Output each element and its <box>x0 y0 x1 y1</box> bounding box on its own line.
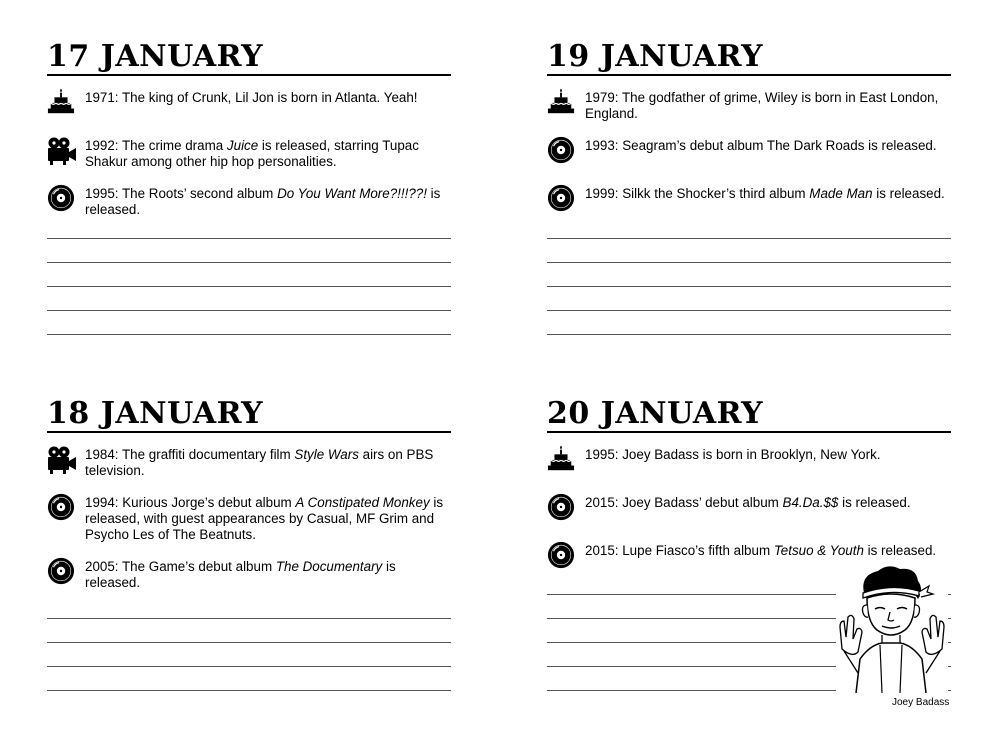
list-item <box>547 495 951 527</box>
vinyl-record-icon <box>547 541 577 571</box>
writing-line <box>47 286 451 287</box>
joey-badass-illustration <box>836 565 948 698</box>
list-item <box>47 138 451 170</box>
writing-line <box>547 310 951 311</box>
writing-lines <box>547 238 951 358</box>
list-item <box>47 186 451 218</box>
list-item <box>47 495 451 543</box>
writing-line <box>47 334 451 335</box>
entry-text: 1984: The graffiti documentary film Style Wars airs on PBS television. <box>85 447 434 478</box>
writing-line <box>47 666 451 667</box>
vinyl-record-icon <box>47 493 77 523</box>
writing-line <box>47 310 451 311</box>
section-title: 17 JANUARY <box>47 39 264 74</box>
section-20-january <box>547 397 951 591</box>
writing-lines <box>47 238 451 358</box>
entry-text: 2015: Joey Badass’ debut album B4.Da.$$ is released. <box>585 495 911 510</box>
birthday-cake-icon <box>547 445 577 475</box>
entry-text: 1993: Seagram’s debut album The Dark Roads is released. <box>585 138 937 153</box>
list-item <box>547 138 951 170</box>
writing-line <box>47 618 451 619</box>
writing-line <box>547 238 951 239</box>
entry-text: 1994: Kurious Jorge’s debut album A Constipated Monkey is released, with guest appearances by Casual, MF Grim and Psycho Les of The Beatnuts. <box>85 495 444 542</box>
list-item <box>547 186 951 218</box>
title-divider <box>47 74 451 76</box>
section-17-january <box>47 40 451 234</box>
entry-text: 1979: The godfather of grime, Wiley is born in East London, England. <box>585 90 939 121</box>
writing-line <box>547 262 951 263</box>
section-title: 18 JANUARY <box>47 396 264 431</box>
entry-text: 1995: The Roots’ second album Do You Want More?!!!??! is released. <box>85 186 441 217</box>
movie-camera-icon <box>47 445 77 475</box>
section-18-january <box>47 397 451 607</box>
writing-lines <box>47 618 451 714</box>
entry-text: 2005: The Game’s debut album The Documentary is released. <box>85 559 396 590</box>
entry-text: 1995: Joey Badass is born in Brooklyn, New York. <box>585 447 881 462</box>
birthday-cake-icon <box>547 88 577 118</box>
vinyl-record-icon <box>547 493 577 523</box>
movie-camera-icon <box>47 136 77 166</box>
illustration-caption: Joey Badass <box>892 697 950 708</box>
list-item <box>547 447 951 479</box>
vinyl-record-icon <box>47 184 77 214</box>
writing-line <box>47 690 451 691</box>
section-title: 19 JANUARY <box>547 39 764 74</box>
vinyl-record-icon <box>547 136 577 166</box>
list-item <box>47 90 451 122</box>
writing-line <box>547 286 951 287</box>
list-item <box>47 559 451 591</box>
entry-list <box>547 447 951 575</box>
writing-line <box>47 642 451 643</box>
section-19-january <box>547 40 951 234</box>
vinyl-record-icon <box>47 557 77 587</box>
title-divider <box>547 74 951 76</box>
birthday-cake-icon <box>47 88 77 118</box>
writing-line <box>47 238 451 239</box>
section-title: 20 JANUARY <box>547 396 764 431</box>
entry-list <box>47 90 451 218</box>
vinyl-record-icon <box>547 184 577 214</box>
entry-text: 1971: The king of Crunk, Lil Jon is born in Atlanta. Yeah! <box>85 90 418 105</box>
writing-line <box>547 334 951 335</box>
title-divider <box>547 431 951 433</box>
entry-text: 2015: Lupe Fiasco’s fifth album Tetsuo & Youth is released. <box>585 543 937 558</box>
entry-text: 1999: Silkk the Shocker’s third album Made Man is released. <box>585 186 945 201</box>
entry-text: 1992: The crime drama Juice is released, starring Tupac Shakur among other hip hop personalities. <box>85 138 419 169</box>
list-item <box>47 447 451 479</box>
entry-list <box>547 90 951 218</box>
title-divider <box>47 431 451 433</box>
entry-list <box>47 447 451 591</box>
list-item <box>547 90 951 122</box>
writing-line <box>47 262 451 263</box>
